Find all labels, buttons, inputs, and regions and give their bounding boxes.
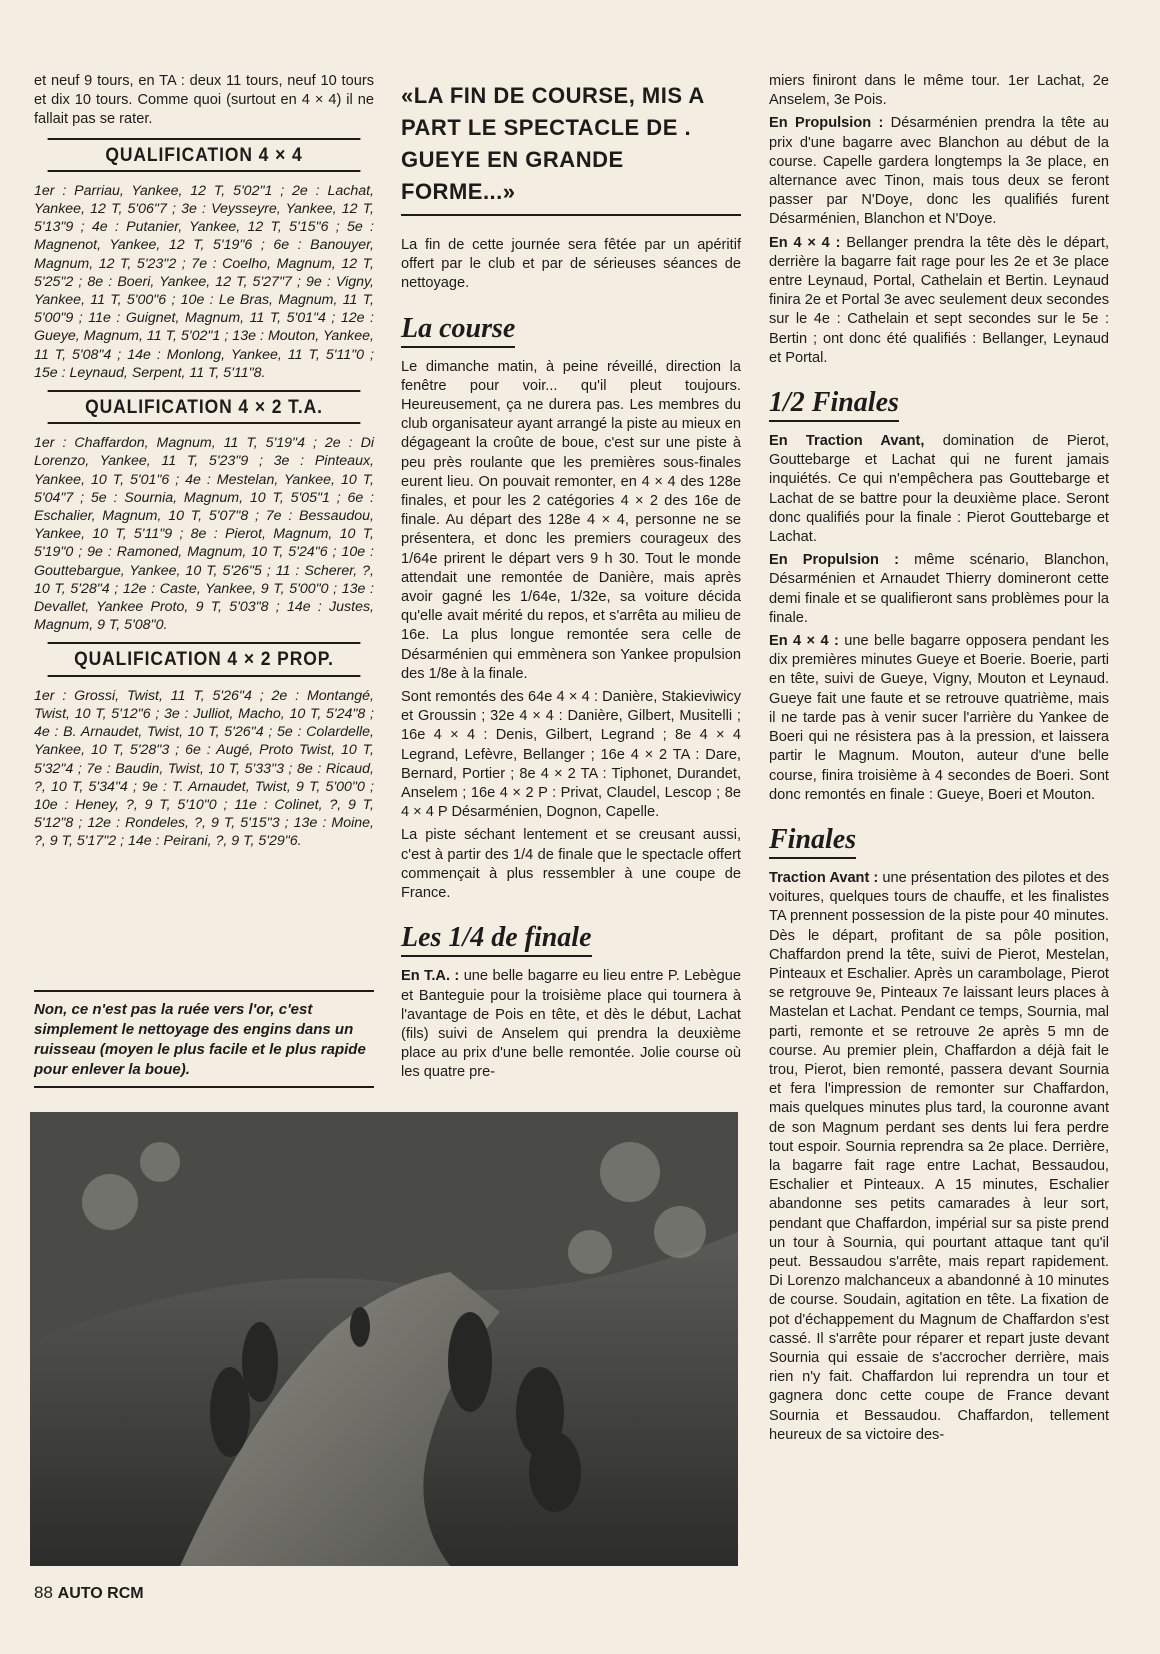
demi-prop-lead: En Propulsion : — [769, 552, 899, 569]
heading-quarts-de-finale: Les 1/4 de finale — [401, 921, 592, 957]
demi-prop-text: même scénario, Blanchon, Désarménien et Arnaudet Thierry domineront cette demi finale et se qualifieront sans problèmes pour la finale. — [769, 552, 1109, 626]
column-1 — [34, 72, 374, 855]
quarts-paragraph — [401, 967, 741, 1082]
page-number: 88 — [34, 1583, 53, 1602]
heading-demi-finales: 1/2 Finales — [769, 386, 899, 422]
pull-quote: «LA FIN DE COURSE, MIS A PART LE SPECTACLE DE . GUEYE EN GRANDE FORME...» — [401, 72, 741, 216]
magazine-name: AUTO RCM — [57, 1585, 144, 1602]
qualification-4x2prop-heading: QUALIFICATION 4 × 2 PROP. — [48, 642, 361, 676]
qualification-4x2ta-results: 1er : Chaffardon, Magnum, 11 T, 5'19"4 ; 2e : Di Lorenzo, Yankee, 11 T, 5'23"9 ; 3e : Pinteaux, Yankee, 10 T, 5'01"6 ; 4e : Mestelan, Yankee, 10 T, 5'04"7 ; 5e : Sournia, Magnum, 10 T, 5'05"1 ; 6e : Eschalier, Magnum, 10 T, 5'07"8 ; 7e : Bessaudou, Yankee, 10 T, 5'11"9 ; 8e : Pierot, Magnum, 10 T, 5'19"0 ; 9e : Ramoned, Magnum, 10 T, 5'24"6 ; 10e : Gouttebargue, Yankee, 10 T, 5'26"5 ; 11 : Scherer, ?, 10 T, 5'28"4 ; 12e : Caste, Yankee, 9 T, 5'00"0 ; 13e : Devallet, Yankee Proto, 9 T, 5'03"8 ; 14e : Justes, Magnum, 9 T, 5'08"0. — [34, 435, 374, 634]
finales-lead: Traction Avant : — [769, 869, 879, 886]
demi-ta-paragraph — [769, 432, 1109, 547]
demi-prop-paragraph — [769, 551, 1109, 628]
heading-finales: Finales — [769, 823, 856, 859]
demi-4x4-lead: En 4 × 4 : — [769, 633, 839, 650]
quarts-prop-paragraph — [769, 114, 1109, 229]
course-paragraph-3: La piste séchant lentement et se creusant aussi, c'est à partir des 1/4 de finale que le spectacle offert commençait à plus ressembler à une coupe de France. — [401, 827, 741, 902]
photo-cleaning-in-stream — [30, 1112, 738, 1566]
quarts-4x4-paragraph — [769, 234, 1109, 368]
photo-illustration — [30, 1112, 738, 1566]
course-paragraph-1: Le dimanche matin, à peine réveillé, direction la fenêtre pour voir... qu'il pleut toujours. Heureusement, ça ne durera pas. Les membres du club organisateur ayant arrangé la piste au mieux en dégageant la croûte de boue, c'est sur une piste à peu près roulante que les premières sous-finales eurent lieu. On pouvait remonter, en 4 × 4 des 128e finales, et pour les 2 catégories 4 × 2 des 16e de finale. Au départ des 128e 4 × 4, personne ne se présentera, et donc les premiers courageux des 1/64e prirent le départ vers 9 h 30. Tout le monde attendait une remontée de Danière, mais après avoir gagné les 1/64e, 1/32e, sa voiture décida qu'elle avait mérité du repos, et s'arrêta au milieu de 16e. La plus longue remontée sera celle de Désarménien qui emmènera son Yankee propulsion des 1/8e à la finale. — [401, 358, 741, 682]
column-2 — [401, 72, 741, 1087]
demi-4x4-paragraph — [769, 632, 1109, 805]
course-paragraph-2: Sont remontés des 64e 4 × 4 : Danière, Stakievіwicy et Groussin ; 32e 4 × 4 : Danière, Gilbert, Musitelli ; 16e 4 × 4 : Denis, Gilbert, Legrand ; 8e 4 × 4 Legrand, Lefèvre, Bellanger ; 16e 4 × 2 TA : Dare, Bernard, Portier ; 8e 4 × 2 TA : Tiphonet, Durandet, Anselem ; 16e 4 × 2 P : Privat, Claudel, Lescop ; 8e 4 × 4 P Désarménien, Dognon, Capelle. — [401, 689, 741, 821]
photo-caption: Non, ce n'est pas la ruée vers l'or, c'est simplement le nettoyage des engins dans un ruisseau (moyen le plus facile et le plus rapide pour enlever la boue). — [34, 990, 374, 1088]
qualification-4x4-heading: QUALIFICATION 4 × 4 — [48, 138, 361, 172]
demi-4x4-text: une belle bagarre opposera pendant les dix premières minutes Gueye et Boerie. Boerie, parti en tête, suivi de Gueye, Vigny, Mouton et Leynaud. Gueye fait une faute et se retrouve quatrième, mais il ne tarde pas à venir sucer l'arrière du Yankee de Boeri qui ne résistera pas à la pression, et laissera partir le Magnum. Mouton, auteur d'une belle course, finira troisième à 4 secondes de Boeri. Sont donc remontés en finale : Gueye, Boeri et Mouton. — [769, 633, 1109, 803]
quarts-continued: miers finiront dans le même tour. 1er Lachat, 2e Anselem, 3e Pois. — [769, 73, 1109, 109]
quarts-prop-text: Désarménien prendra la tête au prix d'une bagarre avec Blanchon au début de la course. Capelle gardera longtemps la 3e place, en alternance avec Tinon, mais tous deux se feront passer par N'Doye, donc les qualifiés furent Désarménien, Blanchon et N'Doye. — [769, 115, 1109, 228]
demi-ta-text: domination de Pierot, Gouttebarge et Lachat qui ne furent jamais inquiétés. Ce qui n'empêchera pas Gouttebarge et Lachat de se battre pour la deuxième place. Seront donc qualifiés pour la finale : Pierot Gouttebarge et Lachat. — [769, 433, 1109, 546]
fete-text: La fin de cette journée sera fêtée par un apéritif offert par le club et par de sérieuses séances de nettoyage. — [401, 237, 741, 292]
column-3 — [769, 72, 1109, 1449]
page-footer — [34, 1583, 144, 1603]
demi-ta-lead: En Traction Avant, — [769, 433, 925, 450]
finales-paragraph — [769, 869, 1109, 1445]
qualification-4x4-results: 1er : Parriau, Yankee, 12 T, 5'02"1 ; 2e : Lachat, Yankee, 12 T, 5'06"7 ; 3e : Veysseyre, Yankee, 12 T, 5'13"9 ; 4e : Putanier, Yankee, 12 T, 5'15"6 ; 5e : Magnenot, Yankee, 12 T, 5'19"6 ; 6e : Banouyer, Magnum, 12 T, 5'23"2 ; 7e : Coelho, Magnum, 12 T, 5'25"2 ; 8e : Boeri, Yankee, 12 T, 5'27"7 ; 9e : Vigny, Yankee, 11 T, 5'00"6 ; 10e : Le Bras, Magnum, 11 T, 5'00"9 ; 11e : Guignet, Magnum, 11 T, 5'01"4 ; 12e : Gueye, Magnum, 11 T, 5'02"1 ; 13e : Mouton, Yankee, 11 T, 5'08"4 ; 14e : Monlong, Yankee, 11 T, 5'11"0 ; 15e : Leynaud, Serpent, 11 T, 5'11"8. — [34, 182, 374, 381]
quarts-text: une belle bagarre eu lieu entre P. Lebègue et Banteguie pour la troisième place qui tournera à l'avantage de Pois en tête, et dès le début, Lachat (fils) suivi de Anselem qui prendra la deuxième place au prix d'une belle remontée. Jolie course où les quatre pre- — [401, 968, 741, 1081]
quarts-4x4-text: Bellanger prendra la tête dès le départ, derrière la bagarre fait rage pour les 2e et 3e place entre Leynaud, Portal, Cathelain et Bertin. Leynaud finira 2e et Portal 3e avec seulement deux secondes sur le 4e : Cathelain et sept secondes sur le 5e : Bertin ; ont donc été qualifiés : Bellanger, Leynaud et Portal. — [769, 234, 1110, 366]
heading-la-course: La course — [401, 312, 515, 348]
qualification-4x2prop-results: 1er : Grossi, Twist, 11 T, 5'26"4 ; 2e : Montangé, Twist, 10 T, 5'12"6 ; 3e : Julliot, Macho, 10 T, 5'24"8 ; 4e : B. Arnaudet, Twist, 10 T, 5'26"4 ; 5e : Colardelle, Yankee, 10 T, 5'28"3 ; 6e : Augé, Proto Twist, 10 T, 5'32"4 ; 7e : Baudin, Twist, 10 T, 5'33"3 ; 8e : Ricaud, ?, 10 T, 5'34"4 ; 9e : T. Arnaudet, Twist, 9 T, 5'00"0 ; 10e : Heney, ?, 9 T, 5'10"0 ; 11e : Colinet, ?, 9 T, 5'12"8 ; 12e : Rondeles, ?, 9 T, 5'15"3 ; 13e : Moine, ?, 9 T, 5'17"2 ; 14e : Peirani, ?, 9 T, 5'29"6. — [34, 687, 374, 850]
quarts-4x4-lead: En 4 × 4 : — [769, 234, 841, 251]
intro-text: et neuf 9 tours, en TA : deux 11 tours, neuf 10 tours et dix 10 tours. Comme quoi (surtout en 4 × 4) il ne fallait pas se rater. — [34, 73, 374, 128]
finales-text: une présentation des pilotes et des voitures, quelques tours de chauffe, et les finalistes TA prennent possession de la piste pour 40 minutes. Dès le départ, profitant de sa pôle position, Chaffardon prend la tête, suivi de Pierot, Mestelan, Pinteaux et Eschalier. Après un carambolage, Pierot se retgrouve 9e, Pinteaux 7e laissant leurs places à Mastelan et Lachat. Pendant ce temps, Sournia, mal parti, remonte et se retrouve 2e après 5 mn de course. Au premier plein, Chaffardon a déjà fait le trou, Pierot, bien remonté, passera devant Sournia et fera l'impression de remonter sur Chaffardon, mais quelques minutes plus tard, la couronne avant de son Magnum perdant ses dents lui fera perdre tout espoir. Sournia reprendra sa 2e place. Derrière, la bagarre fait rage entre Lachat, Bessaudou, Eschalier et Pinteaux. A 15 minutes, Eschalier abandonne ses petits camarades à leur sort, pendant que Chaffardon, impérial sur sa piste prend un tour à Sournia, qui pourtant attaque tant qu'il peut. Bessaudou s'arrête, mais repart rapidement. Di Lorenzo malchanceux a abandonné à 10 minutes de course. Soudain, agitation en tête. La fixation de pot d'échappement du Magnum de Chaffardon s'est cassé. Il s'arrête pour réparer et repart juste devant Sournia qui essaie de s'accrocher derrière, mais rien n'y fait. Chaffardon lui reprendra un tour et gagnera donc cette coupe de France devant Sournia et Bessaudou. Chaffardon, tellement heureux de sa victoire des- — [769, 869, 1109, 1443]
quarts-lead: En T.A. : — [401, 968, 460, 985]
quarts-prop-lead: En Propulsion : — [769, 115, 884, 132]
qualification-4x2ta-heading: QUALIFICATION 4 × 2 T.A. — [48, 390, 361, 424]
